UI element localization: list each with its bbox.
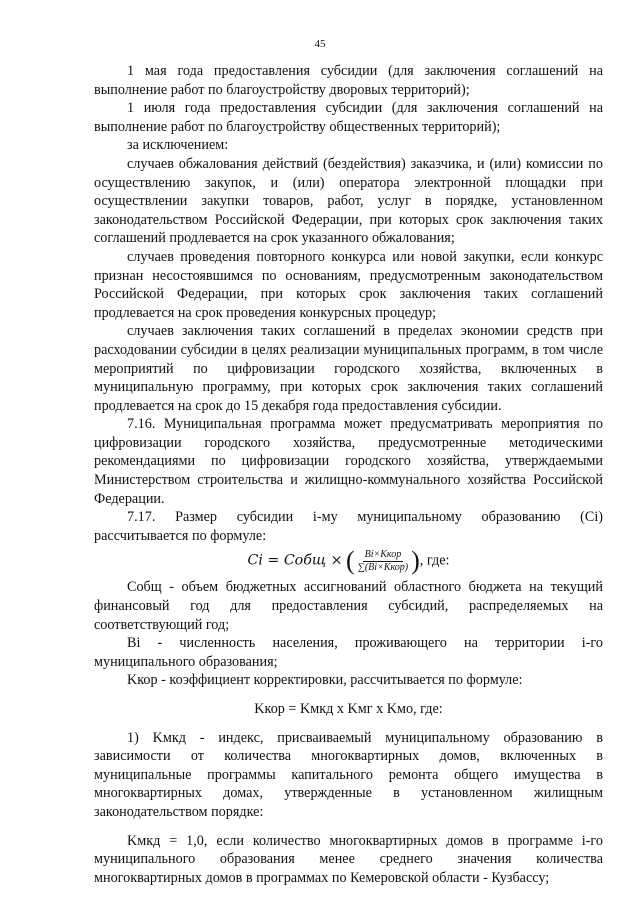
paragraph: 1 июля года предоставления субсидии (для заключения соглашений на выполнение работ по благоустройству общественных территорий); (94, 100, 603, 135)
paragraph: Kмкд = 1,0, если количество многоквартирных домов в программе i-го муниципального образования менее среднего значения количества многоквартирных домов в программах по Кемеровской области - Кузбассу; (94, 832, 603, 886)
formula-lhs: Ci = Cобщ × (247, 552, 343, 569)
document-body (94, 62, 603, 887)
formula-numerator: Bi×Kкор (364, 548, 402, 560)
correction-formula: Kкор = Kмкд x Kмг x Kмо, где: (254, 701, 443, 717)
formula-paren-close: ) (411, 546, 420, 576)
paragraph: 7.16. Муниципальная программа может предусматривать мероприятия по цифровизации городского хозяйства, предусмотренные методическими рекомендациями по цифровизации городского хозяйства, утверждаемыми Министерством строительства и жилищно-коммунального хозяйства Российской Федерации. (94, 416, 603, 507)
formula-paren-open: ( (346, 546, 355, 576)
page-number: 45 (314, 38, 326, 50)
paragraph: 7.17. Размер субсидии i-му муниципальному образованию (Ci) рассчитывается по формуле: (94, 509, 603, 544)
paragraph: 1) Kмкд - индекс, присваиваемый муниципальному образованию в зависимости от количества многоквартирных домов, включенных в муниципальные программы капитального ремонта общего имущества в многоквартирных домах, утвержденные в установленном жилищным законодательством порядке: (94, 729, 603, 820)
paragraph: Cобщ - объем бюджетных ассигнований областного бюджета на текущий финансовый год для предоставления субсидий, распределяемых на соответствующий год; (94, 579, 603, 633)
paragraph: за исключением: (127, 137, 229, 154)
paragraph: Kкор - коэффициент корректировки, рассчитывается по формуле: (127, 672, 523, 689)
formula-suffix: , где: (419, 552, 450, 569)
paragraph: случаев заключения таких соглашений в пределах экономии средств при расходовании субсидии в целях реализации муниципальных программ, в том числе мероприятий по цифровизации городского хозяйства, включенных в муниципальную программу, при которых срок заключения таких соглашений продлевается на срок до 15 декабря года предоставления субсидии. (94, 323, 603, 414)
paragraph: случаев проведения повторного конкурса или новой закупки, если конкурс признан несостоявшимся по основаниям, предусмотренным законодательством Российской Федерации, при которых срок заключения таких соглашений продлевается на срок проведения конкурсных процедур; (94, 248, 603, 321)
formula-denominator: ∑(Bi×Kкор) (357, 561, 409, 573)
paragraph: 1 мая года предоставления субсидии (для заключения соглашений на выполнение работ по благоустройству дворовых территорий); (94, 63, 603, 98)
formula-fraction (356, 549, 410, 574)
paragraph: Bi - численность населения, проживающего на территории i-го муниципального образования; (94, 635, 603, 670)
paragraph: случаев обжалования действий (бездействия) заказчика, и (или) комиссии по осуществлению закупок, и (или) оператора электронной площадки при осуществлении закупки товаров, работ, услуг в порядке, установленном законодательством Российской Федерации, при которых срок заключения таких соглашений продлевается на срок указанного обжалования; (94, 155, 603, 247)
subsidy-formula (94, 548, 603, 574)
